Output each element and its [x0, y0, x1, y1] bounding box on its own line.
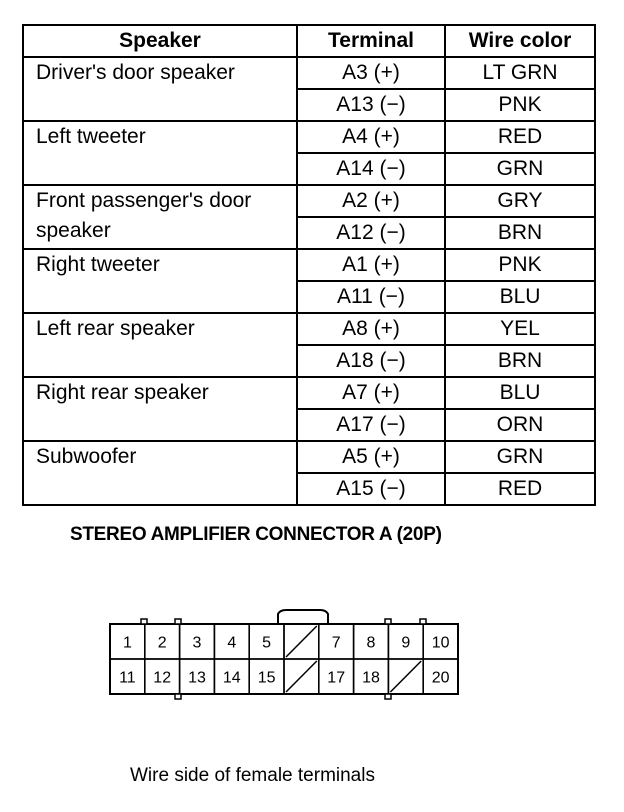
wire-color-cell: BLU	[445, 281, 595, 313]
connector-note: Wire side of female terminals	[130, 765, 375, 786]
wire-color-cell: PNK	[445, 249, 595, 281]
terminal-cell: A13 (−)	[297, 89, 445, 121]
guide-tab	[141, 619, 147, 624]
terminal-cell: A2 (+)	[297, 185, 445, 217]
table-row	[23, 121, 595, 153]
pin-number: 5	[262, 634, 272, 652]
table-header-row	[23, 25, 595, 57]
speaker-name: Right rear speaker	[23, 377, 297, 441]
wire-color-cell: RED	[445, 473, 595, 505]
connector-title: STEREO AMPLIFIER CONNECTOR A (20P)	[70, 524, 442, 545]
terminal-cell: A7 (+)	[297, 377, 445, 409]
pin-number: 14	[222, 669, 241, 687]
wire-color-cell: ORN	[445, 409, 595, 441]
speaker-wire-table	[22, 24, 596, 506]
connector-diagram	[100, 600, 570, 710]
table-row	[23, 57, 595, 89]
table-row	[23, 441, 595, 473]
speaker-name: Right tweeter	[23, 249, 297, 313]
pin-number: 4	[227, 634, 237, 652]
table-row	[23, 249, 595, 281]
guide-tab	[385, 619, 391, 624]
speaker-name: Left tweeter	[23, 121, 297, 185]
wire-color-cell: RED	[445, 121, 595, 153]
wire-color-cell: GRN	[445, 441, 595, 473]
pin-number: 17	[327, 669, 346, 687]
pin-number: 20	[431, 669, 450, 687]
unused-pin-slash	[286, 661, 317, 692]
pin-number: 15	[257, 669, 276, 687]
header-speaker: Speaker	[23, 25, 297, 57]
header-wire-color: Wire color	[445, 25, 595, 57]
guide-tab	[420, 619, 426, 624]
speaker-name: Front passenger's door speaker	[23, 185, 297, 249]
terminal-cell: A3 (+)	[297, 57, 445, 89]
wire-color-cell: BLU	[445, 377, 595, 409]
terminal-cell: A18 (−)	[297, 345, 445, 377]
terminal-cell: A4 (+)	[297, 121, 445, 153]
terminal-cell: A17 (−)	[297, 409, 445, 441]
speaker-name: Driver's door speaker	[23, 57, 297, 121]
pin-number: 1	[122, 634, 132, 652]
pin-number: 9	[401, 634, 411, 652]
guide-tab	[175, 619, 181, 624]
pin-number: 18	[362, 669, 380, 687]
speaker-name: Subwoofer	[23, 441, 297, 505]
pin-grid	[110, 624, 458, 694]
table-body	[23, 57, 595, 505]
terminal-cell: A15 (−)	[297, 473, 445, 505]
table-row	[23, 313, 595, 345]
pin-number: 11	[119, 669, 136, 687]
terminal-cell: A11 (−)	[297, 281, 445, 313]
wire-color-cell: LT GRN	[445, 57, 595, 89]
guide-tab	[385, 694, 391, 699]
pin-number: 3	[192, 634, 202, 652]
unused-pin-slash	[390, 661, 421, 692]
pin-number: 2	[157, 634, 167, 652]
unused-pin-slash	[286, 626, 317, 657]
pin-number: 12	[153, 669, 172, 687]
terminal-cell: A12 (−)	[297, 217, 445, 249]
wire-color-cell: BRN	[445, 217, 595, 249]
wire-color-cell: YEL	[445, 313, 595, 345]
table-row	[23, 185, 595, 217]
wire-color-cell: PNK	[445, 89, 595, 121]
wire-color-cell: BRN	[445, 345, 595, 377]
table-row	[23, 377, 595, 409]
wire-color-cell: GRN	[445, 153, 595, 185]
pin-number: 10	[431, 634, 450, 652]
terminal-cell: A8 (+)	[297, 313, 445, 345]
connector-latch	[278, 610, 328, 624]
header-terminal: Terminal	[297, 25, 445, 57]
terminal-cell: A14 (−)	[297, 153, 445, 185]
terminal-cell: A5 (+)	[297, 441, 445, 473]
speaker-name: Left rear speaker	[23, 313, 297, 377]
pin-number: 7	[331, 634, 341, 652]
pin-number: 13	[188, 669, 206, 687]
wire-color-cell: GRY	[445, 185, 595, 217]
terminal-cell: A1 (+)	[297, 249, 445, 281]
guide-tab	[175, 694, 181, 699]
pin-number: 8	[366, 634, 376, 652]
